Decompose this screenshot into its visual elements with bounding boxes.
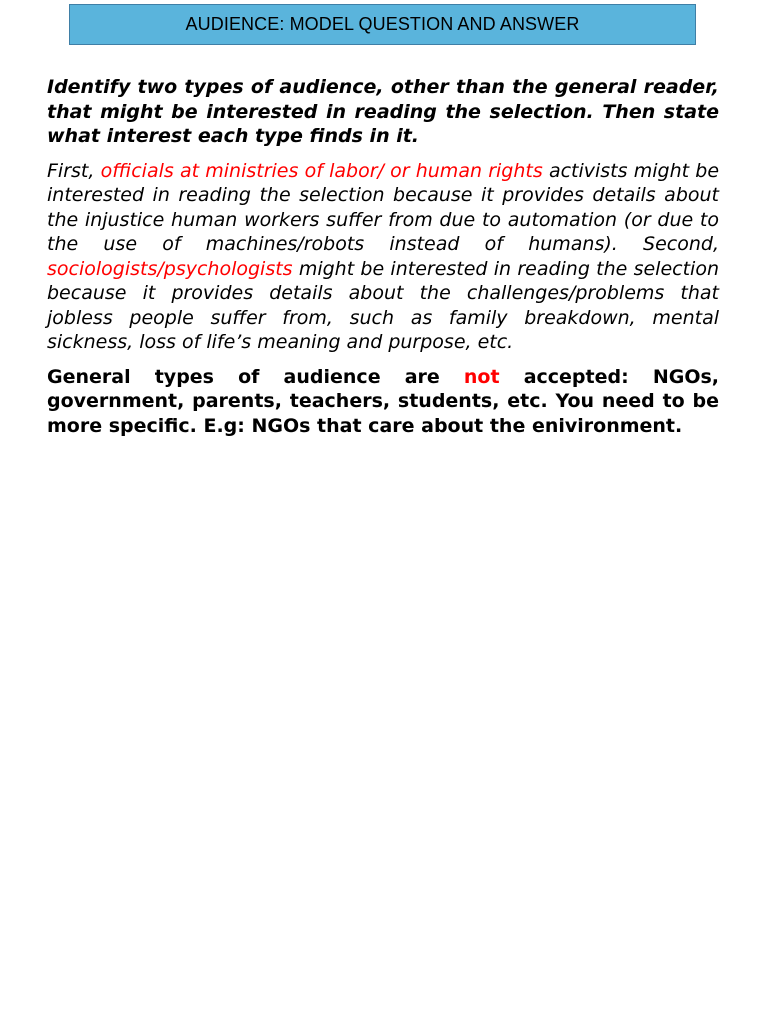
answer-highlight-sociologists: sociologists/psychologists	[47, 257, 293, 280]
note-text-2: accepted: NGOs, government, parents, teachers, students, etc. You need to be more specific. E.g: NGOs that care about the enivironment.	[47, 365, 720, 437]
document-body	[47, 75, 719, 438]
page-title: AUDIENCE: MODEL QUESTION AND ANSWER	[185, 14, 580, 34]
answer-text-2: activists might be interested in reading the selection because it provides details about the injustice human workers suffer from due to automation (or due to the use of machines/robots instead of humans). Second,	[47, 159, 720, 255]
answer-highlight-officials: officials at ministries of labor/ or human rights	[100, 159, 543, 182]
note-highlight-not: not	[463, 365, 500, 388]
model-answer	[47, 159, 719, 355]
answer-text-3: might be interested in reading the selection because it provides details about the challenges/problems that jobless people suffer from, such as family breakdown, mental sickness, loss of life’s meaning and purpose, etc.	[47, 257, 719, 353]
note-text-1: General types of audience are	[47, 365, 464, 388]
question-text: Identify two types of audience, other than the general reader, that might be interested in reading the selection. Then state what interest each type finds in it.	[47, 76, 719, 147]
note-paragraph	[47, 365, 719, 439]
answer-text-1: First,	[47, 159, 101, 182]
title-banner	[69, 4, 696, 45]
